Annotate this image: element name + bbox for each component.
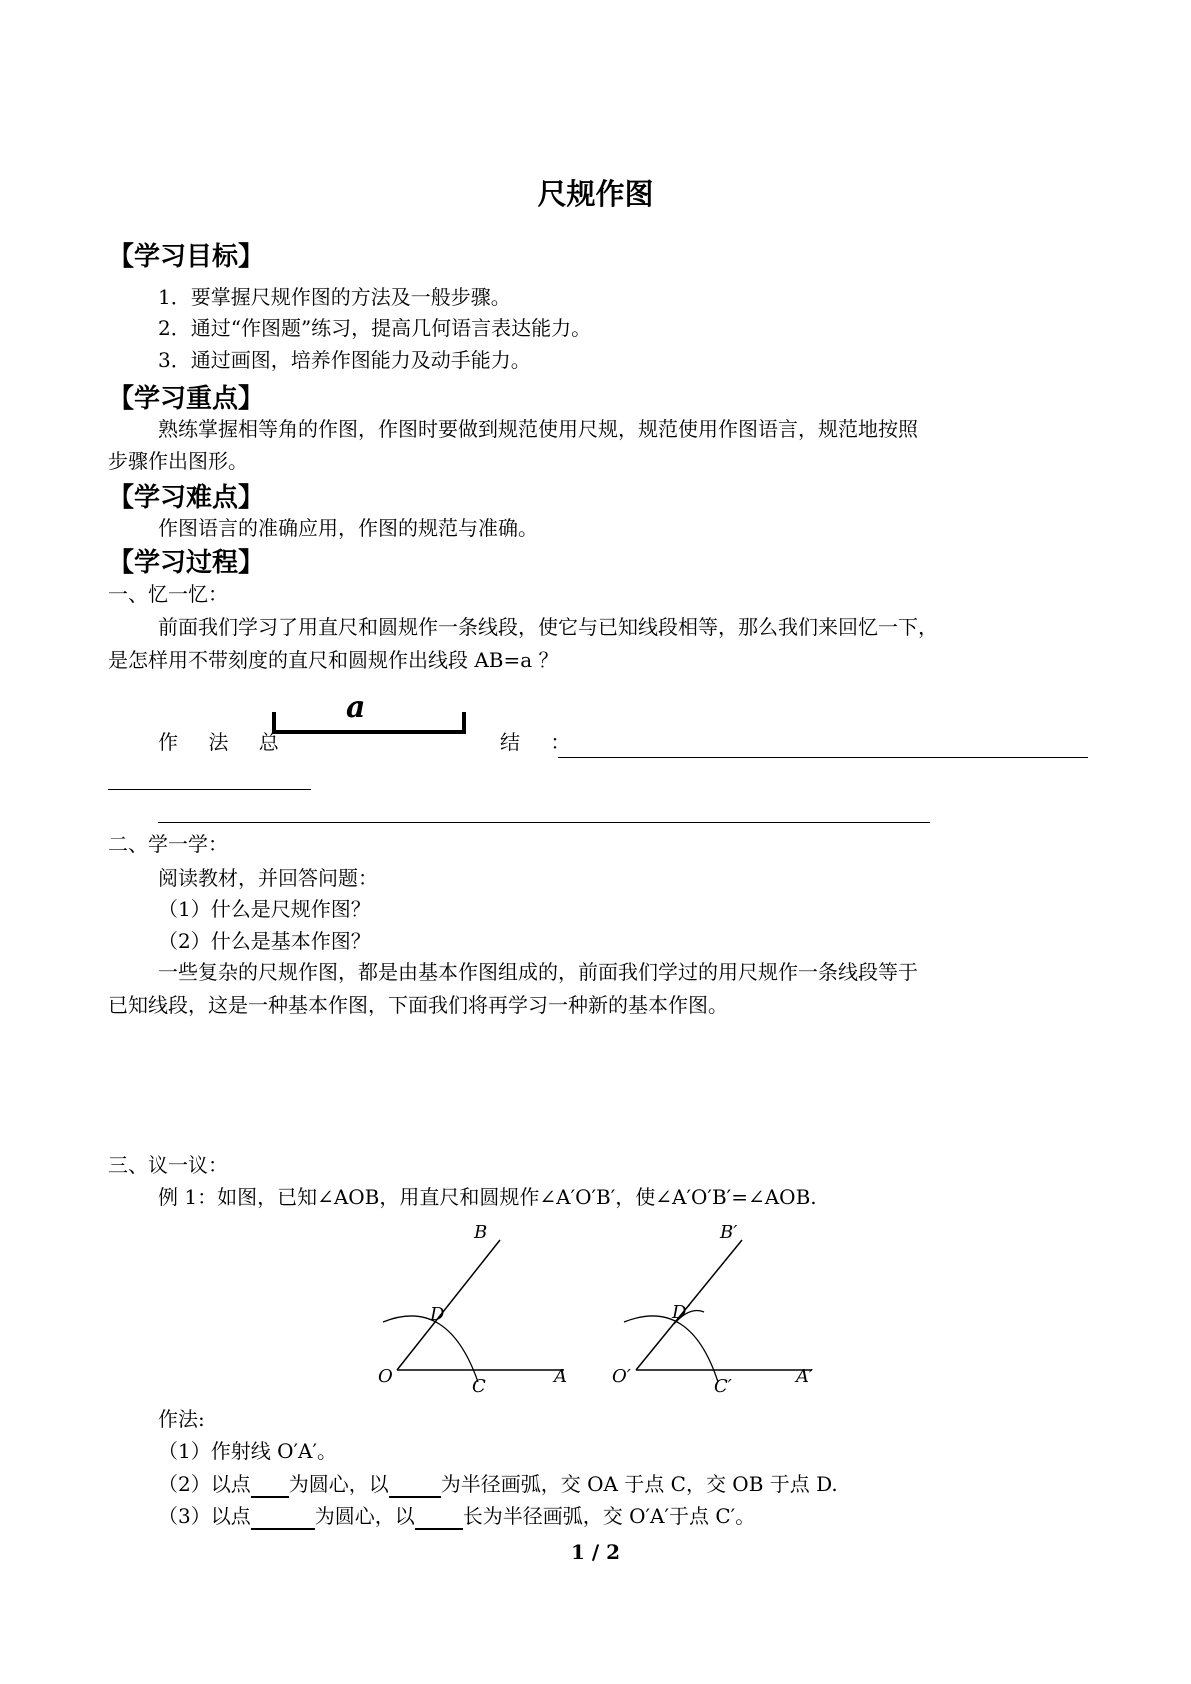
page-number: 1 / 2 bbox=[570, 1540, 621, 1564]
key-points-text-cont: 步骤作出图形。 bbox=[108, 449, 248, 473]
key-points-text: 熟练掌握相等角的作图，作图时要做到规范使用尺规，规范使用作图语言，规范地按照 bbox=[158, 417, 918, 441]
example-text: 例 1：如图，已知∠AOB，用直尺和圆规作∠A′O′B′，使∠A′O′B′=∠AOB. bbox=[158, 1185, 817, 1209]
blank-radius[interactable] bbox=[389, 1476, 441, 1498]
step2-text-c: 为半径画弧，交 OA 于点 C，交 OB 于点 D. bbox=[440, 1472, 838, 1496]
key-points-heading: 【学习重点】 bbox=[108, 384, 265, 414]
angle-aob-figure bbox=[368, 1222, 588, 1402]
arc-cd bbox=[383, 1316, 478, 1382]
step3-text-a: （3）以点 bbox=[158, 1504, 251, 1528]
angle-a1o1b1-figure bbox=[600, 1222, 840, 1402]
learn-paragraph: 一些复杂的尺规作图，都是由基本作图组成的，前面我们学过的用尺规作一条线段等于 bbox=[158, 960, 918, 984]
blank-radius-length[interactable] bbox=[415, 1508, 463, 1530]
ray-ob bbox=[397, 1240, 500, 1370]
label-B1: B′ bbox=[720, 1222, 738, 1243]
method-step-2 bbox=[158, 1470, 838, 1498]
method-step-1: （1）作射线 O′A′。 bbox=[158, 1439, 338, 1463]
objective-item: 3．通过画图，培养作图能力及动手能力。 bbox=[158, 348, 531, 372]
method-step-3 bbox=[158, 1502, 755, 1530]
label-A1: A′ bbox=[796, 1366, 814, 1387]
process-heading: 【学习过程】 bbox=[108, 548, 265, 578]
objective-item: 2．通过“作图题”练习，提高几何语言表达能力。 bbox=[158, 316, 592, 340]
learn-question: （1）什么是尺规作图？ bbox=[158, 897, 371, 921]
label-D1: D′ bbox=[672, 1302, 691, 1323]
step3-text-b: 为圆心，以 bbox=[314, 1504, 415, 1528]
answer-line[interactable] bbox=[558, 757, 1088, 758]
discuss-heading: 三、议一议： bbox=[108, 1153, 228, 1177]
label-C: C bbox=[472, 1376, 486, 1397]
objectives-heading: 【学习目标】 bbox=[108, 242, 265, 272]
segment-label: a bbox=[346, 690, 366, 725]
objective-item: 1．要掌握尺规作图的方法及一般步骤。 bbox=[158, 285, 511, 309]
label-O1: O′ bbox=[612, 1366, 631, 1387]
label-B: B bbox=[474, 1222, 488, 1243]
label-A: A bbox=[554, 1366, 567, 1387]
arc-c1d1 bbox=[624, 1316, 718, 1382]
label-C1: C′ bbox=[714, 1376, 732, 1397]
segment-a-figure bbox=[268, 690, 468, 740]
blank-center-point[interactable] bbox=[251, 1508, 315, 1530]
learn-paragraph-cont: 已知线段，这是一种基本作图，下面我们将再学习一种新的基本作图。 bbox=[108, 993, 728, 1017]
step3-text-c: 长为半径画弧，交 O′A′于点 C′。 bbox=[462, 1504, 756, 1528]
difficulties-heading: 【学习难点】 bbox=[108, 483, 265, 513]
answer-line[interactable] bbox=[158, 822, 930, 823]
learn-question: （2）什么是基本作图？ bbox=[158, 929, 371, 953]
difficulties-text: 作图语言的准确应用，作图的规范与准确。 bbox=[158, 516, 538, 540]
label-D: D bbox=[430, 1304, 445, 1325]
answer-line[interactable] bbox=[108, 789, 311, 790]
blank-center-point[interactable] bbox=[251, 1476, 289, 1498]
recall-heading: 一、忆一忆： bbox=[108, 582, 228, 606]
page-title: 尺规作图 bbox=[537, 177, 654, 211]
recall-text-cont: 是怎样用不带刻度的直尺和圆规作出线段 AB=a ？ bbox=[108, 648, 559, 672]
method-heading: 作法: bbox=[158, 1407, 205, 1431]
summary-label-left: 作 法 总 bbox=[158, 730, 291, 754]
recall-text: 前面我们学习了用直尺和圆规作一条线段，使它与已知线段相等，那么我们来回忆一下， bbox=[158, 615, 938, 639]
learn-intro: 阅读教材，并回答问题： bbox=[158, 866, 378, 890]
step2-text-a: （2）以点 bbox=[158, 1472, 251, 1496]
step2-text-b: 为圆心，以 bbox=[288, 1472, 389, 1496]
learn-heading: 二、学一学： bbox=[108, 832, 228, 856]
label-O: O bbox=[378, 1366, 393, 1387]
summary-label-right: 结 ： bbox=[500, 730, 583, 754]
